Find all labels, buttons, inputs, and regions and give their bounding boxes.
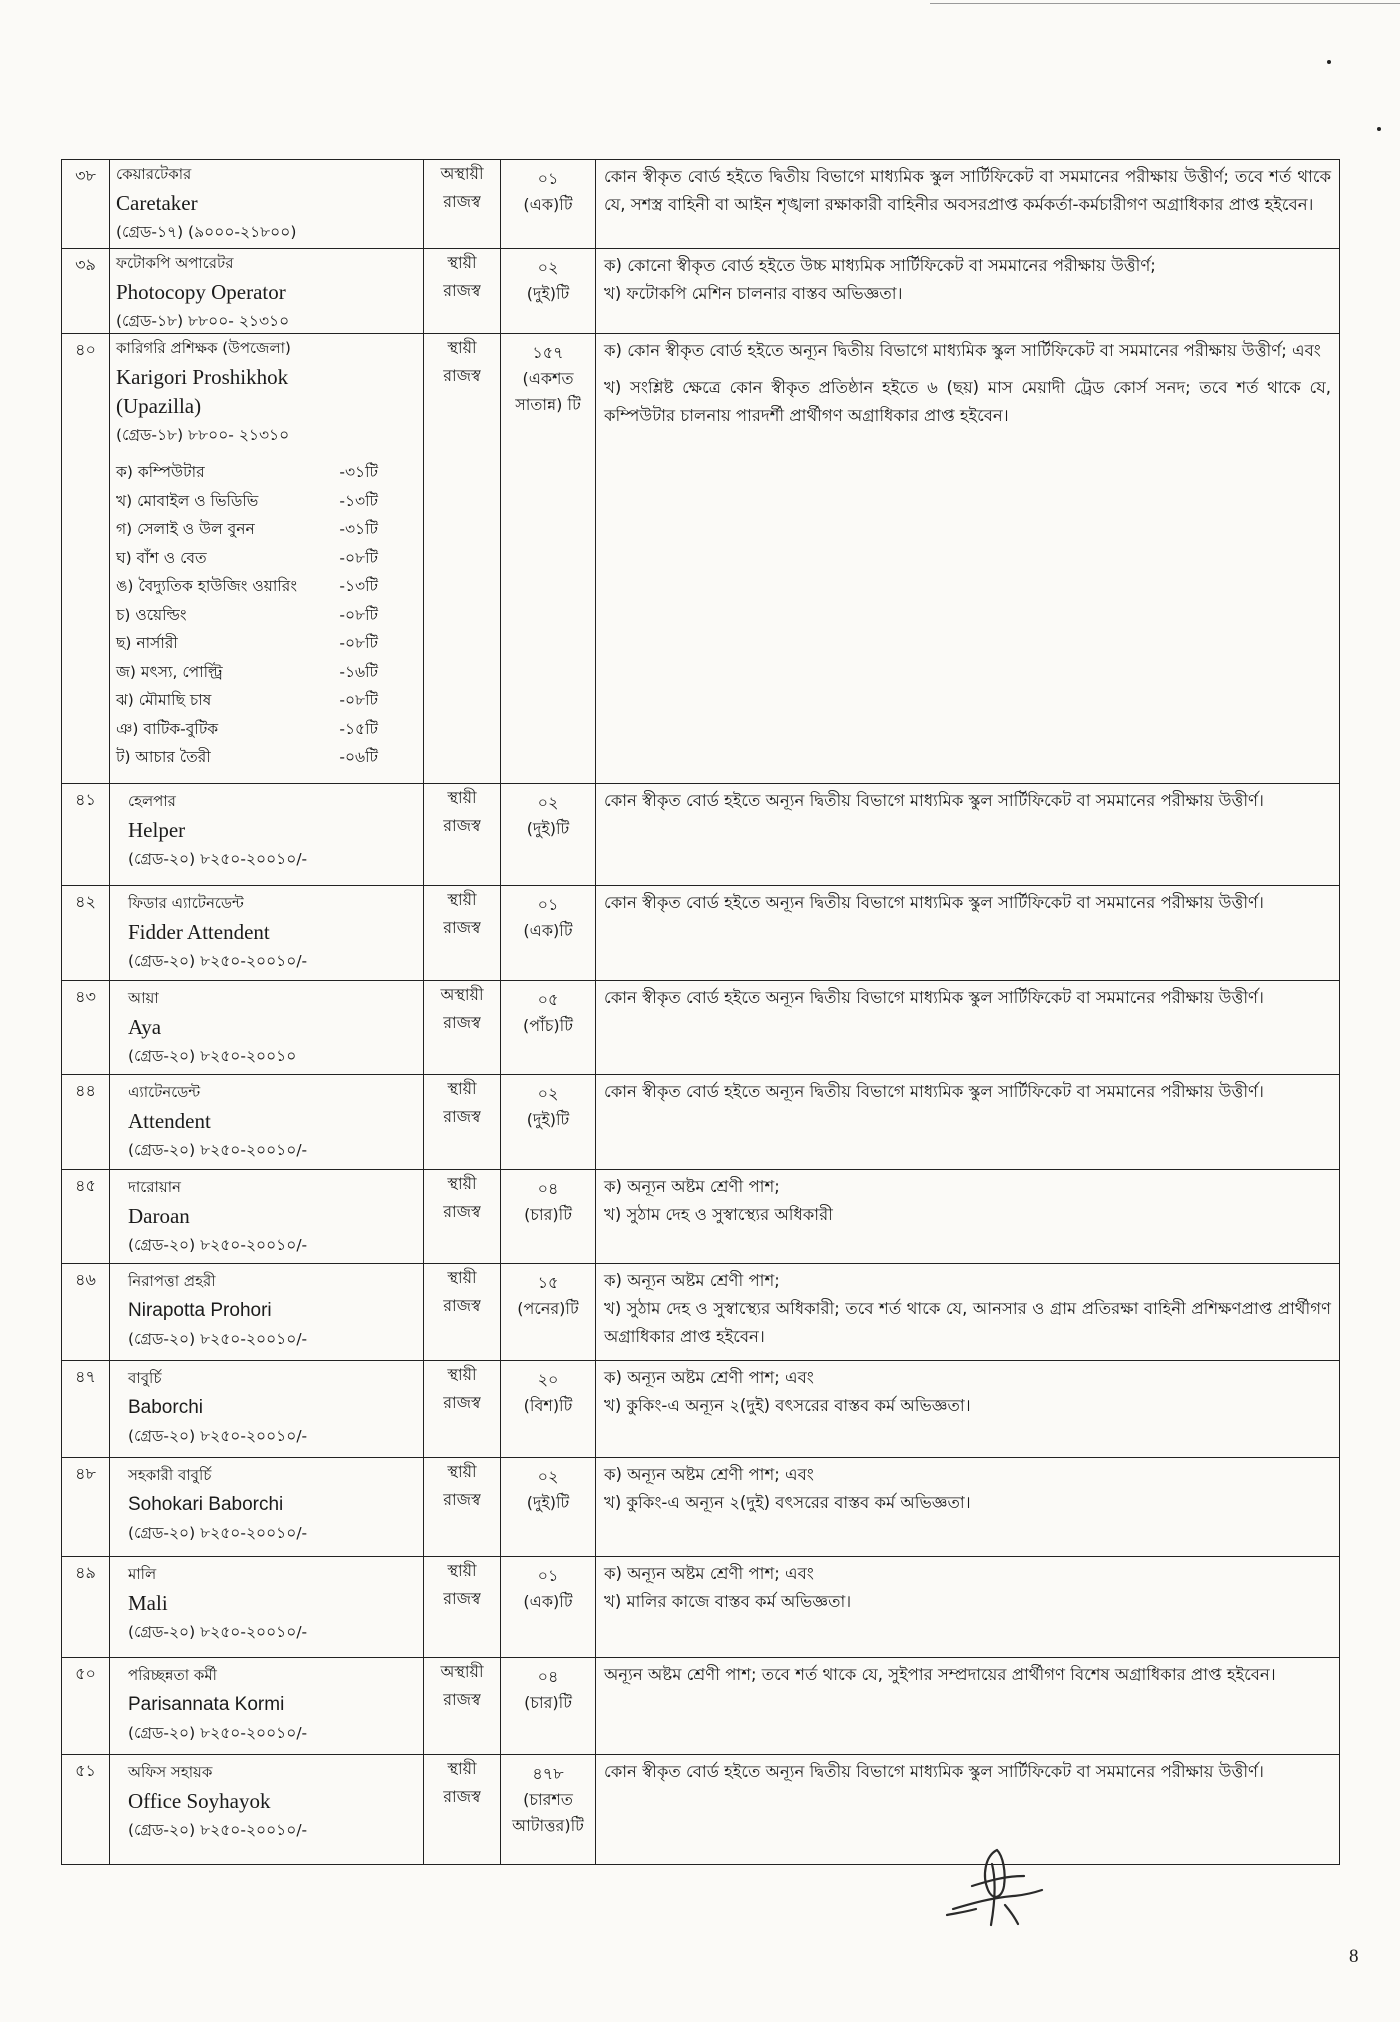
post-count-line: (চার)টি (524, 1205, 572, 1224)
pay-grade: (গ্রেড-১৮) ৮৮০০- ২১৩১০ (116, 426, 290, 444)
status-line: রাজস্ব (443, 1393, 481, 1412)
post-name-bengali: অফিস সহায়ক (128, 1763, 213, 1781)
serial-cell (62, 784, 110, 885)
serial-cell (62, 1170, 110, 1263)
post-name-english: Photocopy Operator (116, 280, 286, 304)
status-cell (424, 784, 501, 885)
trade-item (116, 601, 378, 630)
status-line: স্থায়ী (447, 338, 477, 357)
post-count-line: ০৪ (537, 1667, 559, 1686)
serial-number: ৪৭ (75, 1367, 96, 1386)
post-name-cell (110, 1361, 424, 1457)
post-name-cell (110, 1170, 424, 1263)
trade-item (116, 629, 378, 658)
post-count-line: ০২ (537, 258, 559, 277)
post-count-cell (501, 160, 596, 248)
serial-number: ৪৩ (75, 987, 96, 1006)
post-name-cell (110, 1658, 424, 1754)
table-row (62, 1264, 1340, 1361)
status-cell (424, 1557, 501, 1657)
qualification-text: কোন স্বীকৃত বোর্ড হইতে দ্বিতীয় বিভাগে মাধ্যমিক স্কুল সার্টিফিকেট বা সমমানের পরীক্ষায় উত্তীর্ণ; তবে শর্ত থাকে যে, সশস্ত্র বাহিনী বা আইন শৃঙ্খলা রক্ষাকারী বাহিনীর অবসরপ্রাপ্ত কর্মকর্তা-কর্মচারীগণ অগ্রাধিকার প্রাপ্ত হইবেন। (604, 167, 1331, 214)
status-line: অস্থায়ী (440, 1662, 484, 1681)
pay-grade: (গ্রেড-২০) ৮২৫০-২০০১০/- (128, 1330, 308, 1348)
qualification-text: খ) কুকিং-এ অন্যূন ২(দুই) বৎসরের বাস্তব কর্ম অভিজ্ঞতা। (604, 1493, 971, 1512)
table-row (62, 981, 1340, 1075)
post-count-line: (দুই)টি (526, 284, 570, 303)
post-name-english: Attendent (128, 1109, 211, 1133)
serial-cell (62, 249, 110, 333)
post-count-line: ০৫ (537, 990, 559, 1009)
post-name-english: Helper (128, 818, 186, 842)
post-count-line: (এক)টি (523, 921, 573, 940)
serial-number: ৫১ (75, 1761, 96, 1780)
post-count-line: (এক)টি (523, 195, 573, 214)
serial-cell (62, 160, 110, 248)
table-row (62, 160, 1340, 249)
scan-speck (1327, 60, 1331, 64)
status-line: স্থায়ী (447, 890, 477, 909)
post-name-english: Office Soyhayok (128, 1789, 271, 1813)
trade-label: ক) কম্পিউটার (116, 463, 205, 481)
serial-number: ৪৫ (75, 1176, 96, 1195)
handwritten-signature (945, 1846, 1045, 1928)
qualification-cell (596, 1264, 1340, 1360)
qualification-cell (596, 249, 1340, 333)
status-line: স্থায়ী (447, 1759, 477, 1778)
status-line: স্থায়ী (447, 1174, 477, 1193)
post-count-line: ০১ (537, 1566, 559, 1585)
post-count-cell (501, 1458, 596, 1556)
status-line: স্থায়ী (447, 788, 477, 807)
status-line: রাজস্ব (443, 1787, 481, 1806)
pay-grade: (গ্রেড-২০) ৮২৫০-২০০১০/- (128, 1427, 308, 1445)
post-count-cell (501, 784, 596, 885)
post-name-bengali: এ্যাটেনডেন্ট (128, 1083, 201, 1101)
trade-count: -০৮টি (339, 548, 378, 567)
qualification-text: ক) কোন স্বীকৃত বোর্ড হইতে অন্যূন দ্বিতীয় বিভাগে মাধ্যমিক স্কুল সার্টিফিকেট বা সমমানের পরীক্ষায় উত্তীর্ণ; এবং (604, 341, 1321, 360)
post-count-line: (চার)টি (524, 1693, 572, 1712)
post-count-line: ০১ (537, 169, 559, 188)
trade-label: গ) সেলাই ও উল বুনন (116, 520, 255, 538)
serial-number: ৪১ (75, 790, 96, 809)
qualification-text: ক) অন্যূন অষ্টম শ্রেণী পাশ; এবং (604, 1564, 814, 1583)
serial-cell (62, 1264, 110, 1360)
pay-grade: (গ্রেড-২০) ৮২৫০-২০০১০/- (128, 850, 308, 868)
table-row (62, 1170, 1340, 1264)
post-name-english: Caretaker (116, 191, 198, 215)
post-name-bengali: বাবুর্চি (128, 1369, 162, 1387)
post-name-cell (110, 249, 424, 333)
table-row (62, 1557, 1340, 1658)
table-row (62, 886, 1340, 981)
qualification-text: ক) অন্যূন অষ্টম শ্রেণী পাশ; এবং (604, 1368, 814, 1387)
qualification-cell (596, 1658, 1340, 1754)
table-row (62, 249, 1340, 334)
qualification-cell (596, 1170, 1340, 1263)
serial-cell (62, 1458, 110, 1556)
post-name-cell (110, 1557, 424, 1657)
table-row (62, 1361, 1340, 1458)
post-count-line: (চারশত (523, 1790, 573, 1809)
status-line: রাজস্ব (443, 816, 481, 835)
status-cell (424, 1658, 501, 1754)
post-count-line: (একশত (522, 369, 574, 388)
post-name-bengali: দারোয়ান (128, 1178, 181, 1196)
trade-label: ঞ) বাটিক-বুটিক (116, 719, 219, 738)
post-name-english: Aya (128, 1015, 162, 1039)
serial-cell (62, 886, 110, 980)
post-name-bengali: সহকারী বাবুর্চি (128, 1466, 212, 1484)
status-line: রাজস্ব (443, 281, 481, 300)
status-line: রাজস্ব (443, 1296, 481, 1315)
trade-count: -০৬টি (339, 748, 378, 766)
post-count-cell (501, 1361, 596, 1457)
post-name-english: Daroan (128, 1204, 190, 1228)
status-line: স্থায়ী (447, 1079, 477, 1098)
post-count-cell (501, 1264, 596, 1360)
status-line: রাজস্ব (443, 366, 481, 385)
table-row (62, 1755, 1340, 1865)
status-cell (424, 1755, 501, 1864)
serial-number: ৫০ (75, 1664, 96, 1683)
qualification-text: অন্যূন অষ্টম শ্রেণী পাশ; তবে শর্ত থাকে যে, সুইপার সম্প্রদায়ের প্রার্থীগণ বিশেষ অগ্রাধিকার প্রাপ্ত হইবেন। (604, 1665, 1276, 1684)
post-count-line: (দুই)টি (526, 1110, 570, 1129)
post-count-line: ০২ (537, 1084, 559, 1103)
scan-edge-line (930, 3, 1400, 4)
qualification-cell (596, 981, 1340, 1074)
trade-item (116, 658, 378, 687)
qualification-cell (596, 1361, 1340, 1457)
qualification-text: খ) সুঠাম দেহ ও সুস্বাস্থ্যের অধিকারী; তবে শর্ত থাকে যে, আনসার ও গ্রাম প্রতিরক্ষা বাহিনী প্রশিক্ষণপ্রাপ্ত প্রার্থীগণ অগ্রাধিকার প্রাপ্ত হইবেন। (604, 1299, 1331, 1346)
qualification-cell (596, 334, 1340, 783)
post-count-line: (দুই)টি (526, 819, 570, 838)
post-count-cell (501, 334, 596, 783)
post-name-cell (110, 886, 424, 980)
status-line: স্থায়ী (447, 1462, 477, 1481)
serial-cell (62, 334, 110, 783)
post-count-line: ০১ (537, 895, 559, 914)
pay-grade: (গ্রেড-১৮) ৮৮০০- ২১৩১০ (116, 312, 290, 330)
status-line: স্থায়ী (447, 253, 477, 272)
trade-item (116, 544, 378, 573)
post-name-english: Baborchi (128, 1397, 203, 1418)
status-line: রাজস্ব (443, 1202, 481, 1221)
post-count-line: ২০ (537, 1370, 559, 1389)
post-name-bengali: কারিগরি প্রশিক্ষক (উপজেলা) (116, 339, 291, 357)
post-name-cell (110, 1075, 424, 1169)
serial-number: ৪৪ (75, 1081, 96, 1100)
post-name-cell (110, 1755, 424, 1864)
post-name-bengali: ফিডার এ্যাটেনডেন্ট (128, 894, 244, 912)
post-count-line: ৪৭৮ (532, 1764, 564, 1783)
qualification-cell (596, 160, 1340, 248)
serial-number: ৩৯ (75, 255, 96, 274)
recruitment-posts-table (61, 159, 1340, 1865)
pay-grade: (গ্রেড-২০) ৮২৫০-২০০১০/- (128, 1236, 308, 1254)
post-name-cell (110, 334, 424, 783)
trade-label: ছ) নার্সারী (116, 634, 178, 652)
status-cell (424, 981, 501, 1074)
serial-number: ৪৮ (75, 1464, 96, 1483)
post-name-bengali: পরিচ্ছন্নতা কর্মী (128, 1666, 217, 1684)
status-cell (424, 334, 501, 783)
trade-label: জ) মৎস্য, পোল্ট্রি (116, 662, 223, 681)
page-number: 8 (1349, 1946, 1359, 1967)
post-name-english: Parisannata Kormi (128, 1694, 285, 1715)
status-line: রাজস্ব (443, 1107, 481, 1126)
qualification-cell (596, 886, 1340, 980)
post-count-cell (501, 249, 596, 333)
qualification-cell (596, 1458, 1340, 1556)
serial-cell (62, 1361, 110, 1457)
pay-grade: (গ্রেড-১৭) (৯০০০-২১৮০০) (116, 223, 297, 241)
trade-count: -০৮টি (339, 605, 378, 624)
status-line: স্থায়ী (447, 1561, 477, 1580)
qualification-text: খ) কুকিং-এ অন্যূন ২(দুই) বৎসরের বাস্তব কর্ম অভিজ্ঞতা। (604, 1396, 971, 1415)
status-line: রাজস্ব (443, 192, 481, 211)
trade-count: -০৮টি (339, 691, 378, 709)
table-row (62, 1458, 1340, 1557)
serial-cell (62, 1755, 110, 1864)
post-count-line: ০২ (537, 793, 559, 812)
status-line: অস্থায়ী (440, 164, 484, 183)
post-count-line: (দুই)টি (526, 1493, 570, 1512)
trade-item (116, 572, 378, 601)
post-name-bengali: ফটোকপি অপারেটর (116, 254, 234, 272)
post-count-line: (বিশ)টি (523, 1396, 573, 1415)
trade-item (116, 686, 378, 715)
table-row (62, 1658, 1340, 1755)
table-row (62, 1075, 1340, 1170)
trade-list (116, 458, 378, 772)
trade-label: ঝ) মৌমাছি চাষ (116, 691, 212, 709)
post-count-line: ১৫৭ (532, 343, 564, 362)
status-line: রাজস্ব (443, 1690, 481, 1709)
qualification-text: কোন স্বীকৃত বোর্ড হইতে অন্যূন দ্বিতীয় বিভাগে মাধ্যমিক স্কুল সার্টিফিকেট বা সমমানের পরীক্ষায় উত্তীর্ণ। (604, 988, 1264, 1007)
qualification-text: কোন স্বীকৃত বোর্ড হইতে অন্যূন দ্বিতীয় বিভাগে মাধ্যমিক স্কুল সার্টিফিকেট বা সমমানের পরীক্ষায় উত্তীর্ণ। (604, 1082, 1264, 1101)
post-name-english: (Upazilla) (116, 394, 202, 418)
post-name-cell (110, 1264, 424, 1360)
qualification-text: খ) সংশ্লিষ্ট ক্ষেত্রে কোন স্বীকৃত প্রতিষ্ঠান হইতে ৬ (ছয়) মাস মেয়াদী ট্রেড কোর্স সনদ; তবে শর্ত থাকে যে, কম্পিউটার চালনায় পারদর্শী প্রার্থীগণ অগ্রাধিকার প্রাপ্ত হইবেন। (604, 378, 1331, 425)
status-line: রাজস্ব (443, 1490, 481, 1509)
trade-item (116, 487, 378, 516)
pay-grade: (গ্রেড-২০) ৮২৫০-২০০১০ (128, 1047, 297, 1065)
status-cell (424, 1264, 501, 1360)
trade-label: চ) ওয়েল্ডিং (116, 605, 187, 624)
post-count-line: (পাঁচ)টি (523, 1016, 573, 1035)
trade-label: ট) আচার তৈরী (116, 748, 211, 766)
trade-count: -০৮টি (339, 634, 378, 652)
pay-grade: (গ্রেড-২০) ৮২৫০-২০০১০/- (128, 1623, 308, 1641)
qualification-text: কোন স্বীকৃত বোর্ড হইতে অন্যূন দ্বিতীয় বিভাগে মাধ্যমিক স্কুল সার্টিফিকেট বা সমমানের পরীক্ষায় উত্তীর্ণ। (604, 1762, 1264, 1781)
trade-count: -১৩টি (339, 491, 378, 510)
post-count-line: (পনের)টি (517, 1299, 579, 1318)
status-cell (424, 1361, 501, 1457)
trade-count: -১৫টি (339, 719, 378, 738)
post-count-cell (501, 1755, 596, 1864)
post-count-cell (501, 1557, 596, 1657)
pay-grade: (গ্রেড-২০) ৮২৫০-২০০১০/- (128, 1141, 308, 1159)
post-name-english: Sohokari Baborchi (128, 1494, 284, 1515)
status-cell (424, 1170, 501, 1263)
serial-number: ৪০ (75, 340, 96, 359)
qualification-text: ক) অন্যূন অষ্টম শ্রেণী পাশ; (604, 1271, 780, 1290)
post-count-line: ০৪ (537, 1179, 559, 1198)
status-line: রাজস্ব (443, 1589, 481, 1608)
status-line: অস্থায়ী (440, 985, 484, 1004)
pay-grade: (গ্রেড-২০) ৮২৫০-২০০১০/- (128, 952, 308, 970)
qualification-cell (596, 1557, 1340, 1657)
serial-number: ৪৬ (75, 1270, 96, 1289)
pay-grade: (গ্রেড-২০) ৮২৫০-২০০১০/- (128, 1821, 308, 1839)
pay-grade: (গ্রেড-২০) ৮২৫০-২০০১০/- (128, 1524, 308, 1542)
post-name-cell (110, 1458, 424, 1556)
post-count-cell (501, 886, 596, 980)
trade-label: ঘ) বাঁশ ও বেত (116, 548, 207, 567)
post-name-english: Fidder Attendent (128, 920, 270, 944)
post-count-line: ০২ (537, 1467, 559, 1486)
post-name-cell (110, 784, 424, 885)
trade-count: -১৬টি (339, 662, 378, 681)
trade-item (116, 458, 378, 487)
qualification-text: খ) সুঠাম দেহ ও সুস্বাস্থ্যের অধিকারী (604, 1205, 833, 1224)
trade-item (116, 743, 378, 772)
table-row (62, 784, 1340, 886)
pay-grade: (গ্রেড-২০) ৮২৫০-২০০১০/- (128, 1724, 308, 1742)
trade-count: -১৩টি (339, 577, 378, 595)
status-cell (424, 1458, 501, 1556)
serial-cell (62, 1658, 110, 1754)
post-count-cell (501, 1075, 596, 1169)
status-line: রাজস্ব (443, 1013, 481, 1032)
status-line: স্থায়ী (447, 1268, 477, 1287)
post-count-line: (এক)টি (523, 1592, 573, 1611)
post-count-cell (501, 981, 596, 1074)
post-name-bengali: কেয়ারটেকার (116, 165, 192, 183)
trade-label: ঙ) বৈদ্যুতিক হাউজিং ওয়ারিং (116, 577, 297, 595)
trade-count: -৩১টি (339, 463, 378, 481)
qualification-text: কোন স্বীকৃত বোর্ড হইতে অন্যূন দ্বিতীয় বিভাগে মাধ্যমিক স্কুল সার্টিফিকেট বা সমমানের পরীক্ষায় উত্তীর্ণ। (604, 791, 1264, 810)
status-line: স্থায়ী (447, 1365, 477, 1384)
status-cell (424, 160, 501, 248)
post-name-english: Mali (128, 1591, 168, 1615)
qualification-text: ক) অন্যূন অষ্টম শ্রেণী পাশ; (604, 1177, 780, 1196)
trade-count: -৩১টি (339, 520, 378, 538)
qualification-text: খ) মালির কাজে বাস্তব কর্ম অভিজ্ঞতা। (604, 1592, 852, 1611)
qualification-text: কোন স্বীকৃত বোর্ড হইতে অন্যূন দ্বিতীয় বিভাগে মাধ্যমিক স্কুল সার্টিফিকেট বা সমমানের পরীক্ষায় উত্তীর্ণ। (604, 893, 1264, 912)
status-cell (424, 1075, 501, 1169)
trade-item (116, 715, 378, 744)
qualification-cell (596, 784, 1340, 885)
post-count-line: সাতান্ন) টি (515, 395, 581, 414)
post-name-english: Karigori Proshikhok (116, 365, 289, 389)
serial-number: ৪৯ (75, 1563, 96, 1582)
qualification-cell (596, 1075, 1340, 1169)
post-count-cell (501, 1658, 596, 1754)
post-count-cell (501, 1170, 596, 1263)
qualification-text: খ) ফটোকপি মেশিন চালনার বাস্তব অভিজ্ঞতা। (604, 284, 903, 303)
qualification-text: ক) অন্যূন অষ্টম শ্রেণী পাশ; এবং (604, 1465, 814, 1484)
post-name-bengali: আয়া (128, 989, 159, 1007)
post-name-english: Nirapotta Prohori (128, 1300, 272, 1321)
serial-number: ৪২ (75, 892, 96, 911)
post-count-line: আটাত্তর)টি (512, 1816, 584, 1835)
trade-label: খ) মোবাইল ও ভিডিভি (116, 491, 259, 510)
post-name-cell (110, 981, 424, 1074)
post-name-bengali: মালি (128, 1565, 157, 1583)
scan-speck (1377, 127, 1381, 131)
table-row (62, 334, 1340, 784)
serial-cell (62, 981, 110, 1074)
status-cell (424, 249, 501, 333)
post-name-bengali: হেলপার (128, 792, 176, 810)
status-cell (424, 886, 501, 980)
trade-item (116, 515, 378, 544)
post-count-line: ১৫ (537, 1273, 559, 1292)
serial-cell (62, 1557, 110, 1657)
serial-number: ৩৮ (75, 166, 96, 185)
post-name-cell (110, 160, 424, 248)
post-name-bengali: নিরাপত্তা প্রহরী (128, 1272, 216, 1290)
qualification-text: ক) কোনো স্বীকৃত বোর্ড হইতে উচ্চ মাধ্যমিক সার্টিফিকেট বা সমমানের পরীক্ষায় উত্তীর্ণ; (604, 256, 1156, 275)
serial-cell (62, 1075, 110, 1169)
status-line: রাজস্ব (443, 918, 481, 937)
